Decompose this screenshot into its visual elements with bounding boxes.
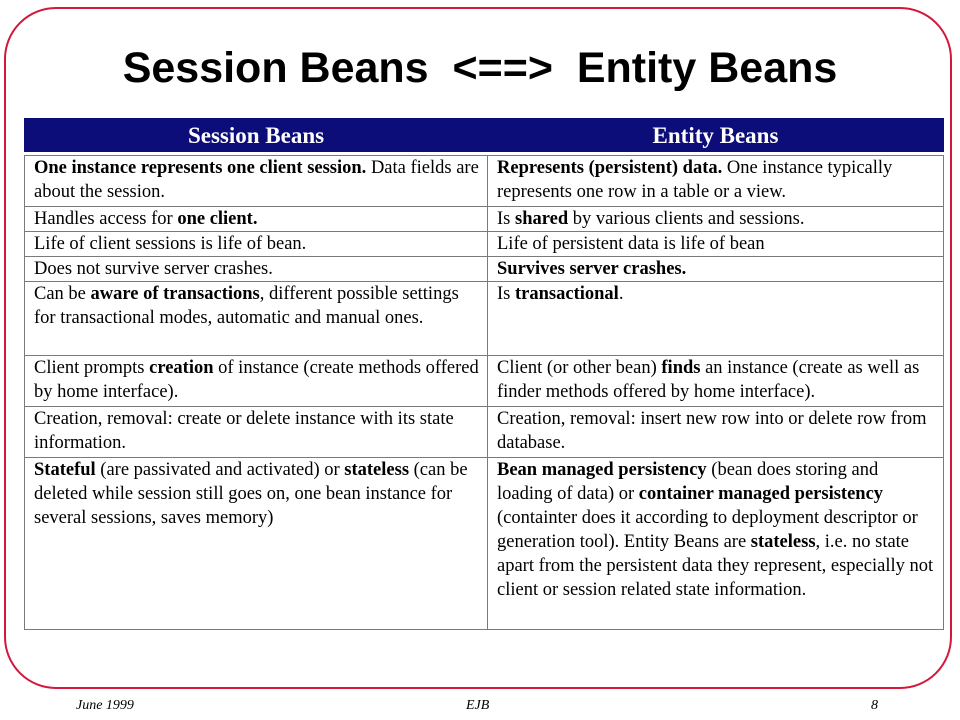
entity-cell xyxy=(488,407,944,458)
table-row xyxy=(25,356,944,407)
session-cell xyxy=(25,232,488,257)
text-segment: (containter does it according to deployment descriptor or generation tool). Entity Beans are xyxy=(497,508,918,552)
text-segment: Handles access for xyxy=(34,209,178,229)
bold-text: shared xyxy=(515,209,569,229)
session-cell xyxy=(25,282,488,356)
entity-cell xyxy=(488,282,944,356)
bold-text: finds xyxy=(661,358,701,378)
text-segment: Creation, removal: create or delete instance with its state information. xyxy=(34,409,454,453)
bold-text: stateless xyxy=(750,532,816,552)
entity-cell xyxy=(488,458,944,630)
text-segment: . xyxy=(618,284,624,304)
text-segment: Client prompts xyxy=(34,358,150,378)
text-segment: Client (or other bean) xyxy=(497,358,662,378)
bold-text: stateless xyxy=(344,460,410,480)
entity-cell xyxy=(488,232,944,257)
bold-text: aware of transactions xyxy=(90,284,260,304)
session-cell xyxy=(25,407,488,458)
bold-text: one client. xyxy=(177,209,258,229)
table-row xyxy=(25,207,944,232)
bold-text: Stateful xyxy=(34,460,96,480)
bold-text: Survives server crashes. xyxy=(497,259,687,279)
table-body xyxy=(25,152,944,630)
entity-cell xyxy=(488,257,944,282)
text-segment: Life of persistent data is life of bean xyxy=(497,234,765,254)
text-segment: One instance typically represents one row in a table or a view. xyxy=(497,158,893,202)
footer-page-number: 8 xyxy=(871,698,878,713)
header-session-beans: Session Beans xyxy=(25,119,488,152)
session-cell xyxy=(25,257,488,282)
table-row xyxy=(25,458,944,630)
text-segment: Creation, removal: insert new row into or delete row from database. xyxy=(497,409,927,453)
entity-cell xyxy=(488,156,944,207)
session-cell xyxy=(25,356,488,407)
text-segment: (bean does storing and loading of data) or xyxy=(497,460,879,504)
text-segment: , different possible settings for transactional modes, automatic and manual ones. xyxy=(34,284,459,328)
entity-cell xyxy=(488,207,944,232)
comparison-table xyxy=(24,118,944,630)
bold-text: creation xyxy=(149,358,214,378)
session-cell xyxy=(25,207,488,232)
bold-text: transactional xyxy=(515,284,619,304)
text-segment: Does not survive server crashes. xyxy=(34,259,273,279)
text-segment: Life of client sessions is life of bean. xyxy=(34,234,307,254)
table-row xyxy=(25,232,944,257)
bold-text: container managed persistency xyxy=(638,484,884,504)
entity-cell xyxy=(488,356,944,407)
session-cell xyxy=(25,458,488,630)
table-header-row xyxy=(25,119,944,152)
bold-text: Bean managed persistency xyxy=(497,460,707,480)
text-segment: , i.e. no state apart from the persistent data they represent, especially not client or session related state information. xyxy=(497,532,934,600)
text-segment: Data fields are about the session. xyxy=(34,158,479,202)
table-row xyxy=(25,407,944,458)
text-segment: by various clients and sessions. xyxy=(568,209,805,229)
table-row xyxy=(25,156,944,207)
text-segment: Is xyxy=(497,284,515,304)
table-row xyxy=(25,257,944,282)
text-segment: Is xyxy=(497,209,515,229)
text-segment: (are passivated and activated) or xyxy=(95,460,345,480)
bold-text: Represents (persistent) data. xyxy=(497,158,723,178)
table-row xyxy=(25,282,944,356)
slide-title: Session Beans <==> Entity Beans xyxy=(122,44,838,92)
text-segment: (can be deleted while session still goes on, one bean instance for several sessions, saves memory) xyxy=(34,460,468,528)
footer-title: EJB xyxy=(466,698,490,713)
bold-text: One instance represents one client session. xyxy=(34,158,367,178)
text-segment: of instance (create methods offered by home interface). xyxy=(34,358,479,402)
header-entity-beans: Entity Beans xyxy=(488,119,944,152)
session-cell xyxy=(25,156,488,207)
text-segment: an instance (create as well as finder methods offered by home interface). xyxy=(497,358,920,402)
text-segment: Can be xyxy=(34,284,91,304)
footer-date: June 1999 xyxy=(76,698,134,713)
